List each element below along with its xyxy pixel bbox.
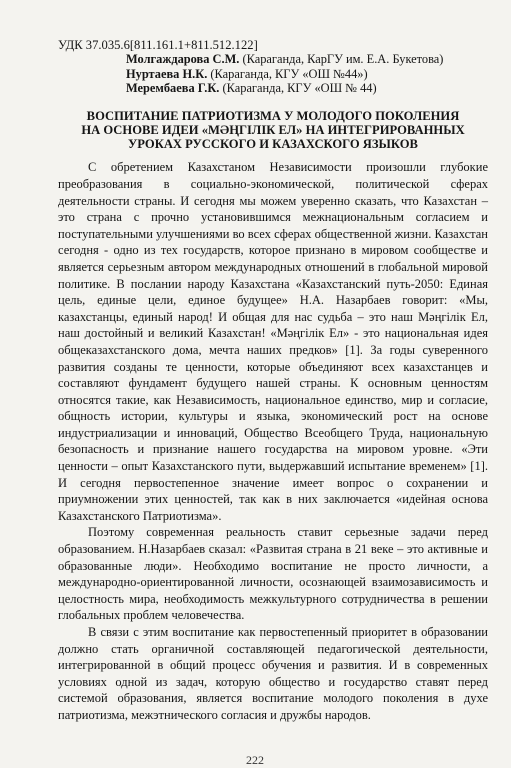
authors-block xyxy=(126,52,488,96)
author-line xyxy=(126,67,488,82)
title-line: ВОСПИТАНИЕ ПАТРИОТИЗМА У МОЛОДОГО ПОКОЛЕНИЯ xyxy=(86,108,460,123)
author-affiliation: (Караганда, КарГУ им. Е.А. Букетова) xyxy=(242,52,444,66)
author-name: Нуртаева Н.К. xyxy=(126,66,208,81)
paragraph: В связи с этим воспитание как первостепенный приоритет в образовании должно стать органичной составляющей педагогической деятельности, интегрированной в общий процесс обучения и развития. И в современных условиях одной из задач, которую общество и государство ставят перед системой образования, является воспитание молодого поколения в духе патриотизма, межэтнического согласия и дружбы народов. xyxy=(58,625,488,722)
paragraph: Поэтому современная реальность ставит серьезные задачи перед образованием. Н.Назарбаев сказал: «Развитая страна в 21 веке – это активные и образованные люди». Необходимо воспитание не просто личности, а международно-ориентированной личности, осознающей взаимозависимость и целостность мира, необходимость межкультурного сотрудничества в решении глобальных проблем человечества. xyxy=(58,525,488,623)
page-number: 222 xyxy=(246,753,264,767)
title-line: УРОКАХ РУССКОГО И КАЗАХСКОГО ЯЗЫКОВ xyxy=(128,137,418,152)
paragraph: С обретением Казахстаном Независимости произошли глубокие преобразования в социально-экономической, политической сферах деятельности страны. И сегодня мы можем уверенно сказать, что Казахстан – это страна с прочно установившимся межнациональным согласием и поступательными улучшениями во всех сферах общественной жизни. Казахстан сегодня - одно из тех государств, которое признано в мировом сообществе и является серьезным автором международных отношений в глобальной мировой политике. В послании народу Казахстана «Казахстанский путь-2050: Единая цель, единые цели, единое будущее» Н.А. Назарбаев говорит: «Мы, казахстанцы, единый народ! И общая для нас судьба – это наш Мәңгілік Ел, наш достойный и великий Казахстан! «Мәңгілік Ел» - это национальная идея общеказахстанского дома, мечта наших предков» [1]. За годы суверенного развития созданы те ценности, которые объединяют всех казахстанцев и составляют фундамент будущего нашей страны. К основным ценностям относятся такие, как Независимость, национальное единство, мир и согласие, общность истории, культуры и языка, экономический рост на основе индустриализации и инноваций, Общество Всеобщего Труда, национальную безопасность и признание нашего государства на мировом уровне. «Эти ценности – опыт Казахстанского пути, выдержавший испытание временем» [1]. И сегодня первостепенное значение имеет вопрос о сохранении и приумножении этих ценностей, так как в них заключается «идейная основа Казахстанского Патриотизма». xyxy=(58,160,488,523)
author-name: Мерембаева Г.К. xyxy=(126,81,220,96)
author-name: Молгаждарова С.М. xyxy=(126,52,240,66)
title-line: НА ОСНОВЕ ИДЕИ «МӘҢГІЛІК ЕЛ» НА ИНТЕГРИРОВАННЫХ xyxy=(81,122,465,137)
article-body xyxy=(58,159,488,723)
udk-code: УДК 37.035.6[811.161.1+811.512.122] xyxy=(58,38,258,52)
author-affiliation: (Караганда, КГУ «ОШ №44») xyxy=(210,66,368,81)
author-line xyxy=(126,52,488,67)
author-line xyxy=(126,81,488,96)
article-title xyxy=(58,109,488,152)
author-affiliation: (Караганда, КГУ «ОШ № 44) xyxy=(222,81,377,96)
